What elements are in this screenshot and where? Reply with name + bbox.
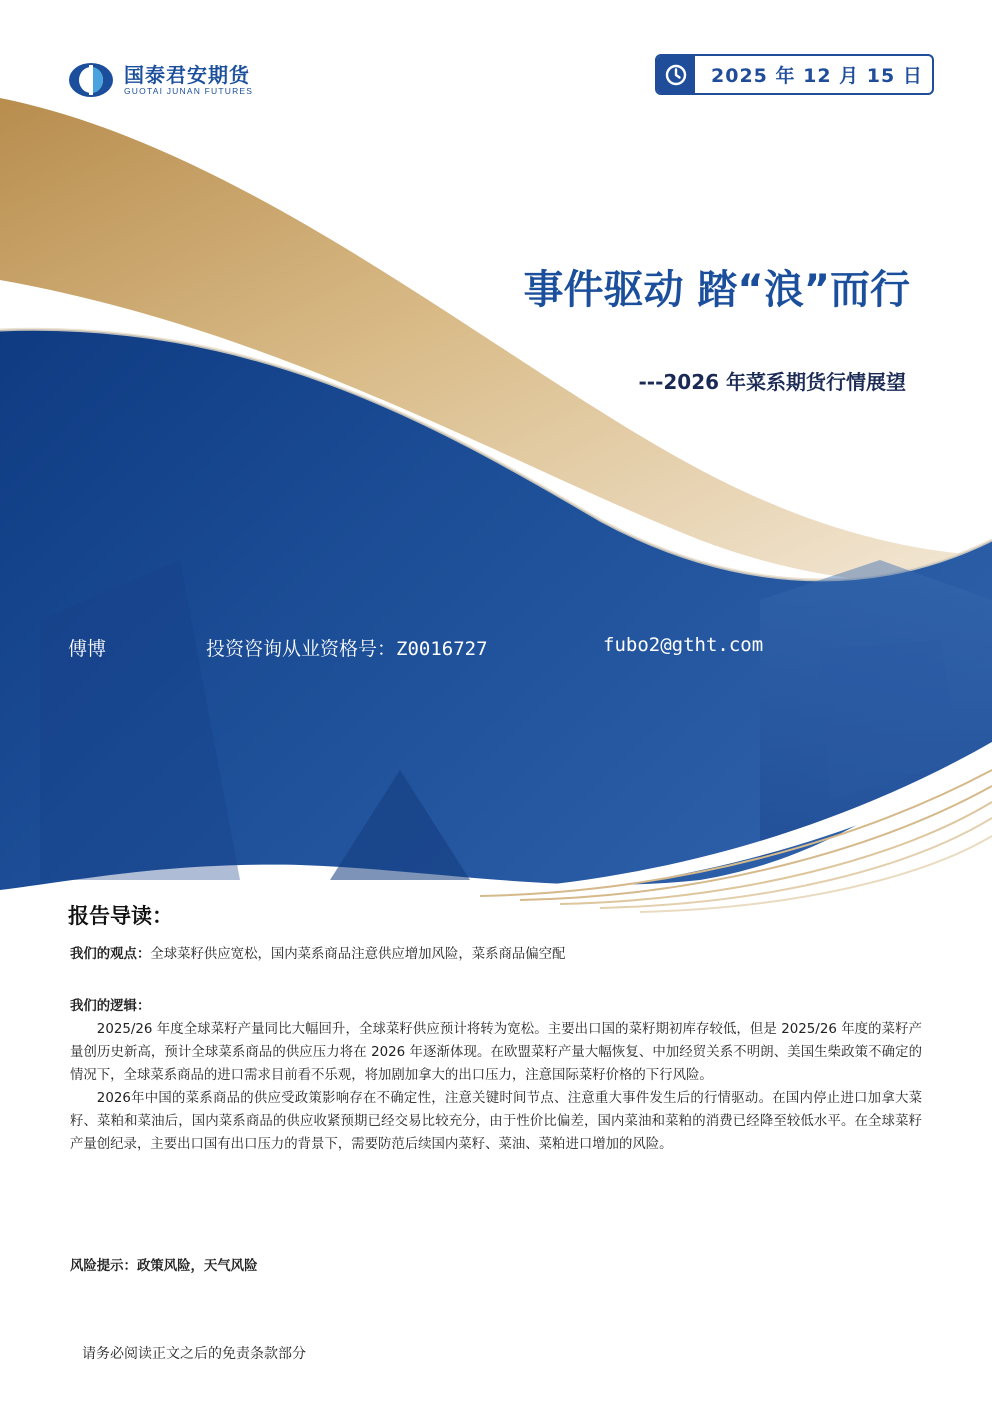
clock-icon [657, 56, 695, 93]
risk-line [70, 1255, 257, 1274]
viewpoint-text: 全球菜籽供应宽松，国内菜系商品注意供应增加风险，菜系商品偏空配 [150, 947, 566, 962]
report-title: 事件驱动 踏“浪”而行 [523, 267, 910, 313]
disclaimer-note: 请务必阅读正文之后的免责条款部分 [82, 1346, 306, 1362]
logo-company-name-en: GUOTAI JUNAN FUTURES [124, 85, 254, 96]
report-subtitle: ---2026 年菜系期货行情展望 [638, 370, 906, 394]
summary-heading: 报告导读： [68, 904, 173, 928]
viewpoint-label: 我们的观点： [70, 947, 151, 962]
report-date: 2025 年 12 月 15 日 [711, 65, 923, 87]
logic-body [70, 1018, 922, 1156]
logic-label: 我们的逻辑： [70, 999, 151, 1014]
logo-mark-icon [68, 62, 114, 98]
viewpoint-line [70, 943, 565, 962]
logic-paragraph: 2026年中国的菜系商品的供应受政策影响存在不确定性，注意关键时间节点、注意重大事件发生后的行情驱动。在国内停止进口加拿大菜籽、菜粕和菜油后，国内菜系商品的供应收紧预期已经交易比较充分，由于性价比偏差，国内菜油和菜粕的消费已经降至较低水平。在全球菜籽产量创纪录，主要出口国有出口压力的背景下，需要防范后续国内菜籽、菜油、菜粕进口增加的风险。 [70, 1091, 922, 1152]
logic-paragraph: 2025/26 年度全球菜籽产量同比大幅回升，全球菜籽供应预计将转为宽松。主要出口国的菜籽期初库存较低，但是 2025/26 年度的菜籽产量创历史新高，预计全球菜系商品的供应压力将在 2026 年逐渐体现。在欧盟菜籽产量大幅恢复、中加经贸关系不明朗、美国生柴政策不确定的情况下，全球菜系商品的进口需求目前看不乐观，将加剧加拿大的出口压力，注意国际菜籽价格的下行风险。 [70, 1022, 922, 1083]
risk-label: 风险提示： [70, 1259, 137, 1274]
report-date-badge [655, 54, 934, 95]
author-email[interactable]: fubo2@gtht.com [603, 634, 764, 656]
risk-text: 政策风险，天气风险 [136, 1259, 258, 1274]
author-name: 傅博 [68, 638, 107, 660]
company-logo [68, 62, 253, 98]
author-license: 投资咨询从业资格号：Z0016727 [206, 638, 488, 660]
logo-company-name: 国泰君安期货 [124, 62, 250, 87]
